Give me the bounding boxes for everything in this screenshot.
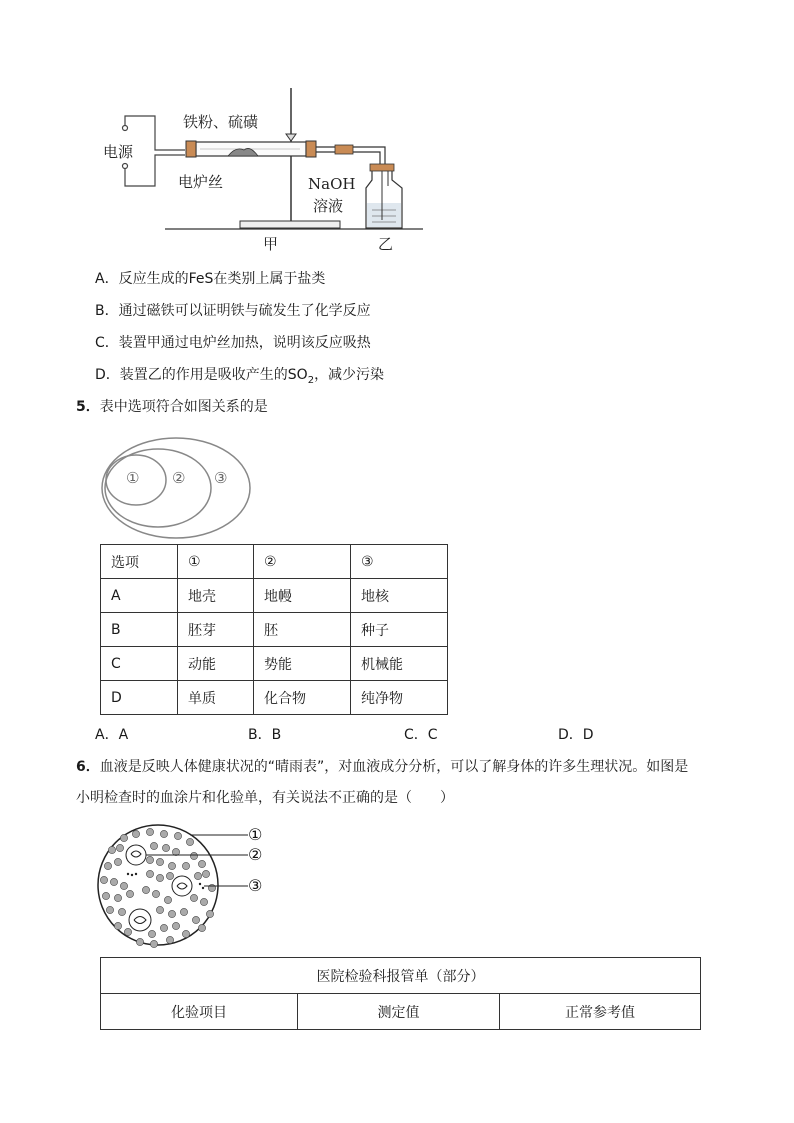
table-cell: 纯净物 — [351, 681, 448, 715]
red-blood-cell — [156, 858, 163, 865]
table-cell: 地壳 — [178, 579, 254, 613]
q5-answer-b: B．B — [248, 727, 282, 743]
table-cell: 动能 — [178, 647, 254, 681]
red-blood-cell — [160, 830, 167, 837]
red-blood-cell — [168, 862, 175, 869]
red-blood-cell — [126, 890, 133, 897]
red-blood-cell — [190, 852, 197, 859]
device-b-label: 乙 — [378, 235, 394, 253]
red-blood-cell — [106, 906, 113, 913]
q4-option-a: A．反应生成的FeS在类别上属于盐类 — [95, 271, 326, 287]
q6-stem-line2: 小明检查时的血涂片和化验单，有关说法不正确的是（ ） — [76, 790, 454, 806]
table-cell: 地核 — [351, 579, 448, 613]
red-blood-cell — [166, 872, 173, 879]
smear-label-2: ② — [248, 845, 263, 864]
nested-circles-drawing — [96, 433, 256, 543]
red-blood-cell — [142, 886, 149, 893]
red-blood-cell — [152, 890, 159, 897]
table-cell: 选项 — [101, 545, 178, 579]
circle-label-3: ③ — [214, 469, 228, 487]
table-cell: ③ — [351, 545, 448, 579]
nested-circles-figure — [96, 433, 256, 543]
red-blood-cell — [190, 894, 197, 901]
red-blood-cell — [146, 828, 153, 835]
apparatus-drawing — [0, 0, 794, 260]
rubber-joint — [335, 145, 353, 154]
red-blood-cell — [162, 844, 169, 851]
red-blood-cell — [114, 922, 121, 929]
table-row — [101, 647, 448, 681]
red-blood-cell — [192, 916, 199, 923]
red-blood-cell — [116, 844, 123, 851]
bottle-stopper — [370, 164, 394, 171]
red-blood-cell — [114, 858, 121, 865]
red-blood-cell — [146, 870, 153, 877]
red-blood-cell — [174, 832, 181, 839]
q6-stem-text-1: 血液是反映人体健康状况的“晴雨表”，对血液成分分析，可以了解身体的许多生理状况。如图是 — [99, 759, 689, 775]
red-blood-cell — [118, 908, 125, 915]
stand-base — [240, 221, 340, 228]
table-cell: 势能 — [254, 647, 351, 681]
red-blood-cell — [168, 910, 175, 917]
q5-stem — [76, 396, 268, 416]
red-blood-cell — [150, 842, 157, 849]
red-blood-cell — [102, 892, 109, 899]
table-cell: 化合物 — [254, 681, 351, 715]
red-blood-cell — [156, 906, 163, 913]
red-blood-cell — [104, 862, 111, 869]
red-blood-cell — [132, 830, 139, 837]
table-cell: 种子 — [351, 613, 448, 647]
smear-label-3: ③ — [248, 876, 263, 895]
table-row — [101, 613, 448, 647]
q5-table — [100, 544, 448, 715]
terminal-bottom — [123, 164, 128, 169]
solution-label-2: 溶液 — [313, 197, 344, 215]
red-blood-cell — [100, 876, 107, 883]
red-blood-cell — [110, 878, 117, 885]
table-cell: 测定值 — [298, 994, 500, 1030]
q4-option-d-suffix: ，减少污染 — [314, 367, 385, 383]
red-blood-cell — [108, 846, 115, 853]
report-title: 医院检验科报管单（部分） — [101, 958, 701, 994]
red-blood-cell — [186, 838, 193, 845]
solution-label-1: NaOH — [308, 175, 356, 193]
q4-option-d-prefix: D．装置乙的作用是吸收产生的SO — [95, 367, 308, 383]
table-row — [101, 579, 448, 613]
report-header-row — [101, 994, 701, 1030]
wire-label: 电炉丝 — [178, 173, 224, 191]
table-row — [101, 681, 448, 715]
red-blood-cell — [180, 908, 187, 915]
red-blood-cell — [202, 870, 209, 877]
table-cell: 地幔 — [254, 579, 351, 613]
q4-option-d — [95, 364, 384, 386]
circle-label-2: ② — [172, 469, 186, 487]
clamp — [286, 134, 296, 141]
q6-number: 6． — [76, 759, 100, 775]
table-cell: 胚 — [254, 613, 351, 647]
table-cell: 正常参考值 — [500, 994, 701, 1030]
red-blood-cell — [194, 872, 201, 879]
smear-label-1: ① — [248, 825, 263, 844]
circle-label-1: ① — [126, 469, 140, 487]
red-blood-cell — [172, 922, 179, 929]
q5-number: 5． — [76, 399, 100, 415]
red-blood-cell — [200, 898, 207, 905]
red-blood-cell — [156, 874, 163, 881]
red-blood-cell — [208, 884, 215, 891]
red-blood-cell — [206, 910, 213, 917]
q5-answer-a: A．A — [95, 727, 129, 743]
q5-answer-d: D．D — [558, 727, 594, 743]
table-cell: 化验项目 — [101, 994, 298, 1030]
middle-ellipse — [105, 449, 211, 527]
q5-stem-text: 表中选项符合如图关系的是 — [99, 399, 268, 415]
table-cell: 单质 — [178, 681, 254, 715]
device-a-label: 甲 — [263, 235, 279, 253]
q6-stem-line1 — [76, 756, 688, 776]
table-header-row — [101, 545, 448, 579]
apparatus-figure — [0, 0, 794, 260]
red-blood-cell — [150, 940, 157, 947]
naoh-liquid — [367, 203, 401, 227]
red-blood-cell — [160, 924, 167, 931]
outer-ellipse — [102, 438, 250, 538]
left-stopper — [186, 141, 196, 157]
red-blood-cell — [164, 896, 171, 903]
blood-smear-figure — [90, 822, 280, 950]
red-blood-cell — [166, 936, 173, 943]
red-blood-cell — [148, 930, 155, 937]
right-stopper — [306, 141, 316, 157]
q4-option-d-subscript: 2 — [307, 374, 315, 386]
table-cell: B — [101, 613, 178, 647]
red-blood-cell — [124, 928, 131, 935]
q5-answer-c: C．C — [404, 727, 438, 743]
red-blood-cell — [120, 834, 127, 841]
power-label: 电源 — [103, 143, 134, 161]
reactant-label: 铁粉、硫磺 — [183, 113, 259, 131]
table-cell: ① — [178, 545, 254, 579]
red-blood-cell — [182, 862, 189, 869]
hospital-report-table — [100, 957, 701, 1030]
table-cell: C — [101, 647, 178, 681]
red-blood-cell — [120, 882, 127, 889]
q4-option-c: C．装置甲通过电炉丝加热，说明该反应吸热 — [95, 335, 371, 351]
table-cell: 胚芽 — [178, 613, 254, 647]
power-circuit — [125, 116, 185, 186]
table-cell: A — [101, 579, 178, 613]
table-cell: 机械能 — [351, 647, 448, 681]
terminal-top — [123, 126, 128, 131]
table-cell: ② — [254, 545, 351, 579]
red-blood-cell — [182, 930, 189, 937]
red-blood-cell — [136, 938, 143, 945]
red-blood-cell — [114, 894, 121, 901]
red-blood-cell — [198, 924, 205, 931]
q4-option-b: B．通过磁铁可以证明铁与硫发生了化学反应 — [95, 303, 371, 319]
red-blood-cell — [198, 860, 205, 867]
red-blood-cell — [146, 856, 153, 863]
report-title-row — [101, 958, 701, 994]
table-cell: D — [101, 681, 178, 715]
